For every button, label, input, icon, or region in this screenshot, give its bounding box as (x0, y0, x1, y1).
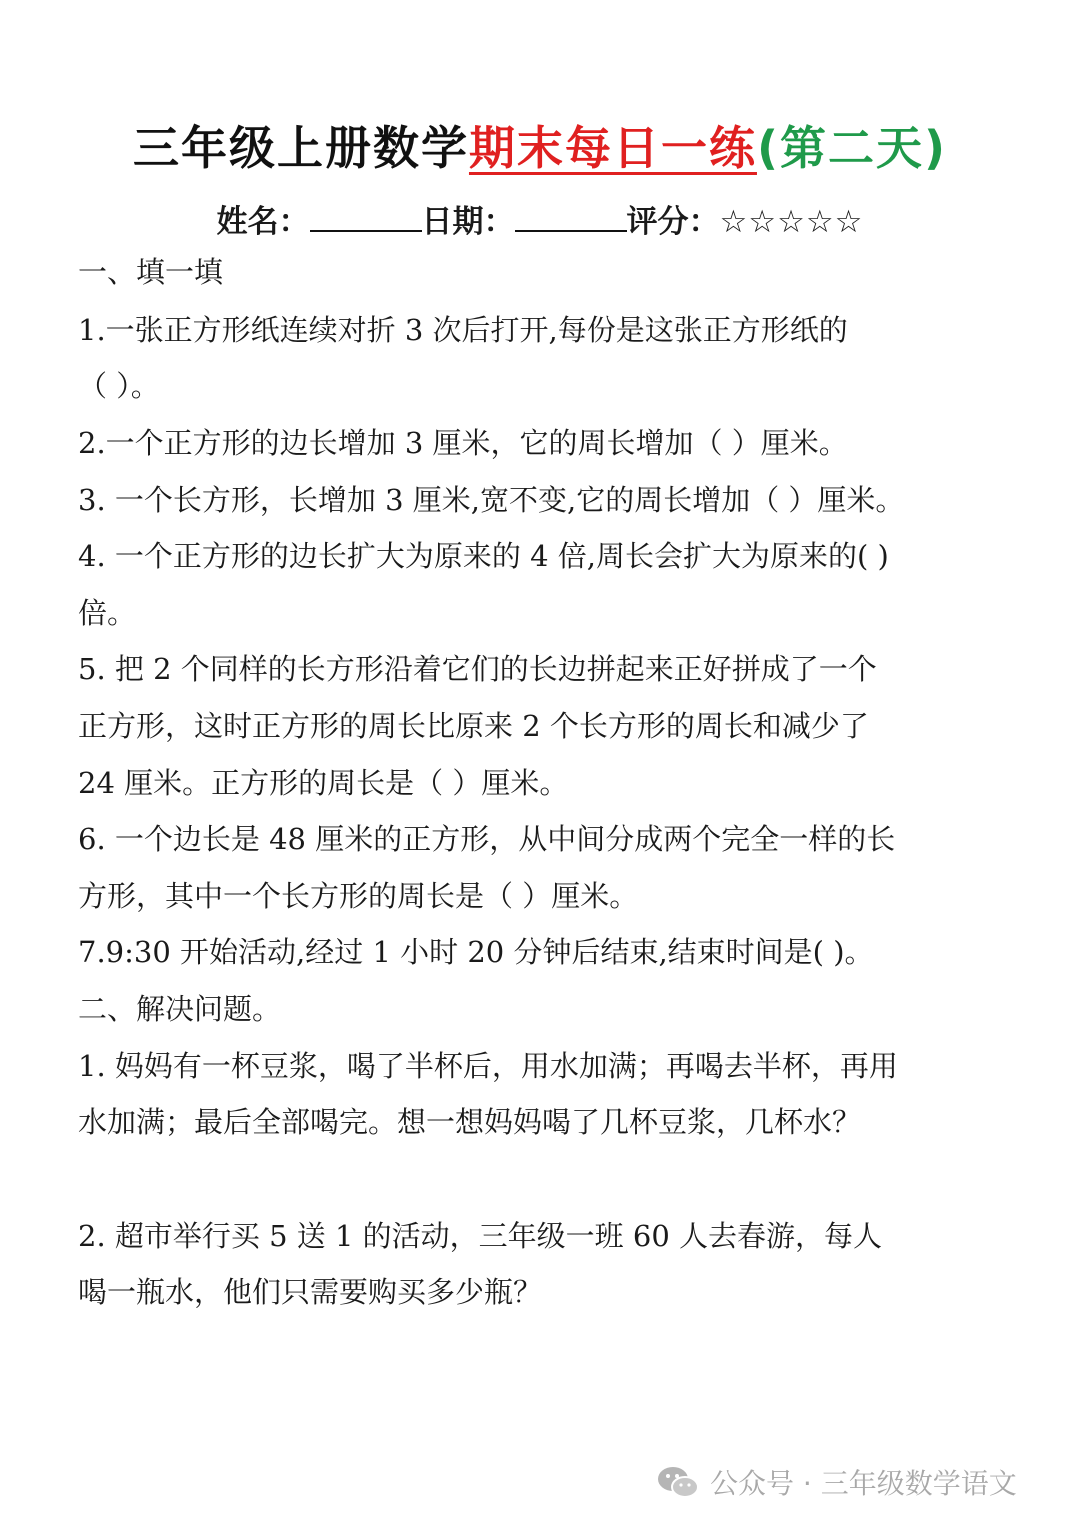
problem-line: 喝一瓶水，他们只需要购买多少瓶？ (78, 1275, 543, 1309)
title-grade: 三年级上册数学 (132, 121, 469, 175)
problem-line: 2. 超市举行买 5 送 1 的活动，三年级一班 60 人去春游，每人 (78, 1219, 883, 1253)
date-blank[interactable] (515, 202, 627, 232)
watermark-text: 公众号 · 三年级数学语文 (710, 1467, 1017, 1500)
title-highlight: 期末每日一练 (468, 121, 757, 175)
section2-heading: 二、解决问题。 (78, 992, 282, 1026)
name-label: 姓名： (216, 204, 310, 240)
question-line: 正方形，这时正方形的周长比原来 2 个长方形的周长和减少了 (78, 709, 869, 743)
student-info-row (0, 196, 1080, 241)
wechat-icon (656, 1464, 700, 1500)
question-line: 2.一个正方形的边长增加 3 厘米，它的周长增加（ ）厘米。 (78, 426, 848, 460)
question-line: 方形，其中一个长方形的周长是（ ）厘米。 (78, 879, 639, 913)
section1-heading: 一、填一填 (78, 255, 224, 289)
question-line: 3. 一个长方形，长增加 3 厘米,宽不变,它的周长增加（ ）厘米。 (78, 483, 905, 517)
problem-line: 水加满；最后全部喝完。想一想妈妈喝了几杯豆浆，几杯水？ (78, 1105, 862, 1139)
score-stars[interactable]: ☆☆☆☆☆ (719, 204, 864, 240)
watermark (656, 1462, 1017, 1502)
question-line: 24 厘米。正方形的周长是（ ）厘米。 (78, 766, 569, 800)
date-label: 日期： (421, 204, 515, 240)
name-blank[interactable] (310, 202, 422, 232)
question-line: 5. 把 2 个同样的长方形沿着它们的长边拼起来正好拼成了一个 (78, 652, 877, 686)
question-line: 7.9:30 开始活动,经过 1 小时 20 分钟后结束,结束时间是( )。 (78, 935, 874, 969)
question-line: 1.一张正方形纸连续对折 3 次后打开,每份是这张正方形纸的 (78, 313, 848, 347)
problem-line: 1. 妈妈有一杯豆浆，喝了半杯后，用水加满；再喝去半杯，再用 (78, 1049, 898, 1083)
question-line: 倍。 (78, 596, 137, 630)
score-label: 评分： (626, 204, 720, 240)
page-title (0, 112, 1080, 178)
question-line: 4. 一个正方形的边长扩大为原来的 4 倍,周长会扩大为原来的( ) (78, 539, 889, 573)
question-line: 6. 一个边长是 48 厘米的正方形，从中间分成两个完全一样的长 (78, 822, 896, 856)
question-line: （ ）。 (78, 369, 160, 403)
title-day: (第二天) (756, 121, 948, 175)
